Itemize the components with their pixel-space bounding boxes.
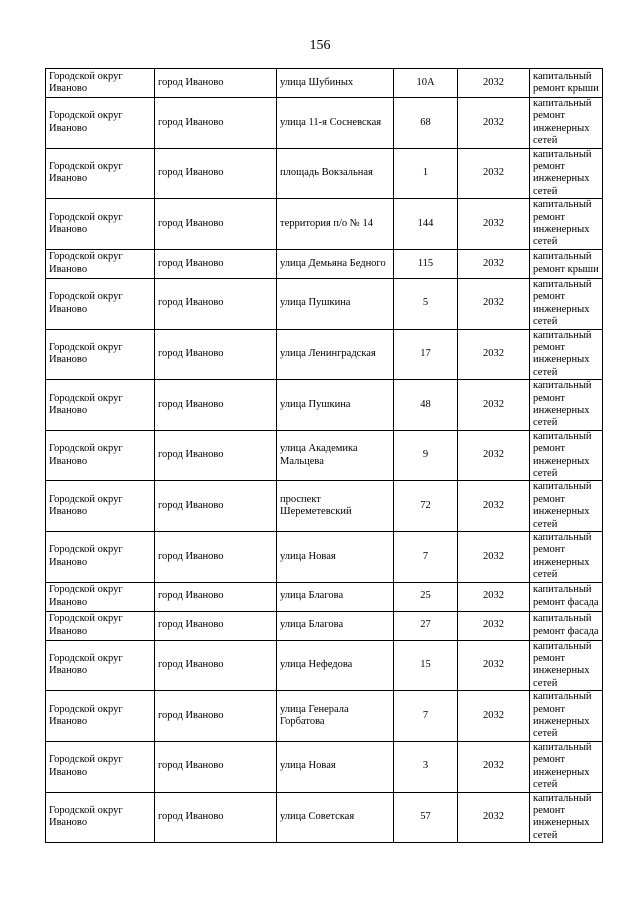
district-cell: Городской округ Иваново [46,741,155,792]
district-cell: Городской округ Иваново [46,532,155,583]
house-cell: 27 [394,611,458,640]
street-cell: улица Демьяна Бедного [277,249,394,278]
table-row [46,611,603,640]
street-cell: улица Советская [277,792,394,843]
district-cell: Городской округ Иваново [46,148,155,199]
house-cell: 5 [394,278,458,329]
work-type-cell: капитальный ремонт инженерных сетей [530,430,603,481]
district-cell: Городской округ Иваново [46,430,155,481]
district-cell: Городской округ Иваново [46,611,155,640]
table-row [46,380,603,431]
city-cell: город Иваново [155,430,277,481]
table-row [46,792,603,843]
work-type-cell: капитальный ремонт инженерных сетей [530,380,603,431]
table-row [46,582,603,611]
district-cell: Городской округ Иваново [46,691,155,742]
city-cell: город Иваново [155,98,277,149]
year-cell: 2032 [458,481,530,532]
city-cell: город Иваново [155,278,277,329]
page-number: 156 [309,38,331,53]
house-cell: 15 [394,640,458,691]
city-cell: город Иваново [155,691,277,742]
work-type-cell: капитальный ремонт крыши [530,249,603,278]
table-row [46,98,603,149]
city-cell: город Иваново [155,582,277,611]
work-type-cell: капитальный ремонт инженерных сетей [530,199,603,250]
district-cell: Городской округ Иваново [46,582,155,611]
year-cell: 2032 [458,69,530,98]
house-cell: 48 [394,380,458,431]
district-cell: Городской округ Иваново [46,278,155,329]
city-cell: город Иваново [155,741,277,792]
house-cell: 3 [394,741,458,792]
street-cell: улица Благова [277,611,394,640]
table-row [46,481,603,532]
table-row [46,741,603,792]
house-cell: 9 [394,430,458,481]
work-type-cell: капитальный ремонт инженерных сетей [530,278,603,329]
street-cell: улица Нефедова [277,640,394,691]
year-cell: 2032 [458,148,530,199]
district-cell: Городской округ Иваново [46,199,155,250]
house-cell: 144 [394,199,458,250]
table-row [46,329,603,380]
year-cell: 2032 [458,691,530,742]
street-cell: улица Генерала Горбатова [277,691,394,742]
street-cell: улица Шубиных [277,69,394,98]
house-cell: 25 [394,582,458,611]
district-cell: Городской округ Иваново [46,640,155,691]
district-cell: Городской округ Иваново [46,481,155,532]
street-cell: улица Пушкина [277,380,394,431]
registry-table-body [46,69,603,843]
year-cell: 2032 [458,741,530,792]
year-cell: 2032 [458,532,530,583]
work-type-cell: капитальный ремонт инженерных сетей [530,691,603,742]
house-cell: 10А [394,69,458,98]
district-cell: Городской округ Иваново [46,329,155,380]
year-cell: 2032 [458,249,530,278]
work-type-cell: капитальный ремонт инженерных сетей [530,741,603,792]
city-cell: город Иваново [155,249,277,278]
year-cell: 2032 [458,582,530,611]
street-cell: улица Ленинградская [277,329,394,380]
table-row [46,278,603,329]
house-cell: 57 [394,792,458,843]
house-cell: 72 [394,481,458,532]
city-cell: город Иваново [155,148,277,199]
year-cell: 2032 [458,98,530,149]
year-cell: 2032 [458,430,530,481]
house-cell: 7 [394,691,458,742]
work-type-cell: капитальный ремонт инженерных сетей [530,98,603,149]
street-cell: территория п/о № 14 [277,199,394,250]
year-cell: 2032 [458,611,530,640]
work-type-cell: капитальный ремонт фасада [530,582,603,611]
street-cell: улица Академика Мальцева [277,430,394,481]
work-type-cell: капитальный ремонт инженерных сетей [530,481,603,532]
table-row [46,691,603,742]
table-row [46,640,603,691]
district-cell: Городской округ Иваново [46,249,155,278]
district-cell: Городской округ Иваново [46,380,155,431]
street-cell: улица Новая [277,532,394,583]
table-row [46,532,603,583]
street-cell: улица Благова [277,582,394,611]
street-cell: улица Пушкина [277,278,394,329]
work-type-cell: капитальный ремонт инженерных сетей [530,148,603,199]
city-cell: город Иваново [155,69,277,98]
street-cell: проспект Шереметевский [277,481,394,532]
street-cell: улица Новая [277,741,394,792]
table-row [46,199,603,250]
year-cell: 2032 [458,278,530,329]
registry-table [45,68,603,843]
city-cell: город Иваново [155,199,277,250]
house-cell: 115 [394,249,458,278]
house-cell: 1 [394,148,458,199]
table-row [46,148,603,199]
work-type-cell: капитальный ремонт крыши [530,69,603,98]
year-cell: 2032 [458,792,530,843]
year-cell: 2032 [458,640,530,691]
table-row [46,69,603,98]
district-cell: Городской округ Иваново [46,792,155,843]
work-type-cell: капитальный ремонт инженерных сетей [530,329,603,380]
city-cell: город Иваново [155,481,277,532]
street-cell: улица 11-я Сосневская [277,98,394,149]
year-cell: 2032 [458,199,530,250]
district-cell: Городской округ Иваново [46,69,155,98]
table-row [46,430,603,481]
year-cell: 2032 [458,380,530,431]
work-type-cell: капитальный ремонт инженерных сетей [530,640,603,691]
city-cell: город Иваново [155,329,277,380]
work-type-cell: капитальный ремонт инженерных сетей [530,792,603,843]
city-cell: город Иваново [155,532,277,583]
house-cell: 7 [394,532,458,583]
work-type-cell: капитальный ремонт инженерных сетей [530,532,603,583]
house-cell: 17 [394,329,458,380]
work-type-cell: капитальный ремонт фасада [530,611,603,640]
year-cell: 2032 [458,329,530,380]
city-cell: город Иваново [155,380,277,431]
district-cell: Городской округ Иваново [46,98,155,149]
city-cell: город Иваново [155,792,277,843]
house-cell: 68 [394,98,458,149]
city-cell: город Иваново [155,640,277,691]
table-row [46,249,603,278]
city-cell: город Иваново [155,611,277,640]
street-cell: площадь Вокзальная [277,148,394,199]
